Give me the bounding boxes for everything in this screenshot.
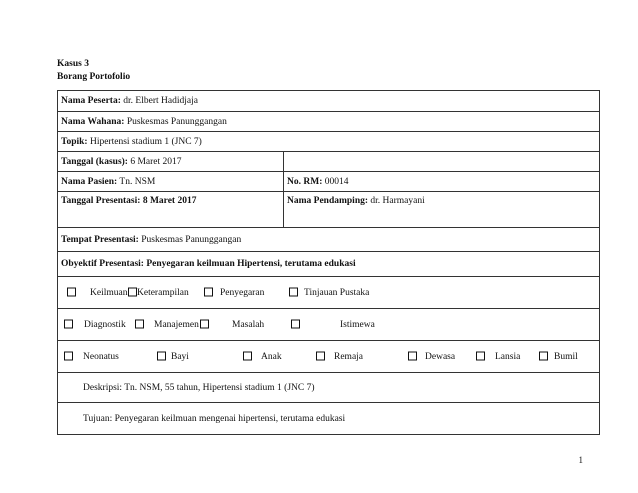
checkbox-bayi[interactable] [157, 351, 166, 360]
value-topik: Hipertensi stadium 1 (JNC 7) [89, 136, 202, 147]
label-tanggal-kasus: Tanggal (kasus): [61, 156, 128, 167]
checkbox-manajemen[interactable] [135, 319, 144, 328]
page-number: 1 [578, 455, 583, 465]
checkbox-anak[interactable] [243, 351, 252, 360]
value-tanggal-kasus: 6 Maret 2017 [130, 156, 182, 167]
value-tanggal-presentasi: 8 Maret 2017 [142, 196, 197, 206]
option-tinjauan-pustaka: Tinjauan Pustaka [304, 287, 370, 298]
checkbox-penyegaran[interactable] [204, 287, 213, 296]
value-peserta: dr. Elbert Hadidjaja [123, 96, 198, 106]
option-bayi: Bayi [171, 351, 189, 362]
label-pasien: Nama Pasien: [61, 176, 118, 187]
option-keilmuan: Keilmuan [90, 287, 128, 298]
label-topik: Topik: [61, 136, 88, 147]
checkbox-keterampilan[interactable] [128, 287, 137, 296]
value-pasien: Tn. NSM [119, 176, 156, 187]
label-no-rm: No. RM: [287, 176, 323, 187]
option-keterampilan: Keterampilan [137, 287, 189, 298]
row-tanggal-presentasi [58, 192, 600, 228]
row-deskripsi [58, 373, 600, 403]
value-no-rm: 00014 [324, 176, 349, 187]
value-tempat: Puskesmas Panunggangan [141, 234, 242, 245]
case-number: Kasus 3 [57, 59, 89, 69]
checkbox-dewasa[interactable] [408, 351, 417, 360]
label-tanggal-presentasi: Tanggal Presentasi: [61, 196, 141, 206]
row-wahana [58, 112, 600, 132]
label-tempat: Tempat Presentasi: [61, 234, 139, 245]
checkbox-bumil[interactable] [539, 351, 548, 360]
label-obyektif: Obyektif Presentasi: [61, 259, 144, 269]
row-tempat [58, 228, 600, 252]
row-usia-options [58, 341, 600, 373]
checkbox-istimewa[interactable] [291, 319, 300, 328]
option-diagnostik: Diagnostik [84, 319, 126, 330]
option-penyegaran: Penyegaran [220, 287, 265, 298]
option-bumil: Bumil [554, 351, 578, 362]
option-istimewa: Istimewa [340, 319, 375, 330]
row-tujuan [58, 403, 600, 435]
row-obyektif-options [58, 277, 600, 309]
row-jenis-options [58, 309, 600, 341]
option-neonatus: Neonatus [83, 351, 119, 362]
checkbox-diagnostik[interactable] [64, 319, 73, 328]
document-header [57, 58, 130, 84]
value-obyektif: Penyegaran keilmuan Hipertensi, terutama edukasi [146, 259, 356, 269]
checkbox-keilmuan[interactable] [67, 287, 76, 296]
option-manajemen: Manajemen [154, 319, 199, 330]
row-obyektif [58, 252, 600, 277]
portfolio-form-table [57, 90, 600, 435]
option-remaja: Remaja [334, 351, 364, 362]
row-tanggal-kasus [58, 152, 600, 172]
tujuan-text: Tujuan: Penyegaran keilmuan mengenai hipertensi, terutama edukasi [58, 403, 600, 435]
value-wahana: Puskesmas Panunggangan [126, 116, 227, 127]
checkbox-lansia[interactable] [476, 351, 485, 360]
option-lansia: Lansia [495, 351, 521, 362]
option-anak: Anak [261, 351, 282, 362]
row-pasien [58, 172, 600, 192]
option-dewasa: Dewasa [425, 351, 456, 362]
document-title: Borang Portofolio [57, 72, 131, 82]
checkbox-remaja[interactable] [316, 351, 325, 360]
row-peserta [58, 91, 600, 112]
deskripsi-text: Deskripsi: Tn. NSM, 55 tahun, Hipertensi stadium 1 (JNC 7) [58, 373, 600, 403]
label-peserta: Nama Peserta: [61, 96, 121, 106]
label-pendamping: Nama Pendamping: [287, 196, 369, 206]
checkbox-tinjauan-pustaka[interactable] [289, 287, 298, 296]
option-masalah: Masalah [232, 319, 265, 330]
checkbox-neonatus[interactable] [64, 351, 73, 360]
empty-cell [284, 152, 600, 172]
checkbox-masalah[interactable] [200, 319, 209, 328]
label-wahana: Nama Wahana: [61, 116, 125, 127]
value-pendamping: dr. Harmayani [370, 196, 425, 206]
row-topik [58, 132, 600, 152]
